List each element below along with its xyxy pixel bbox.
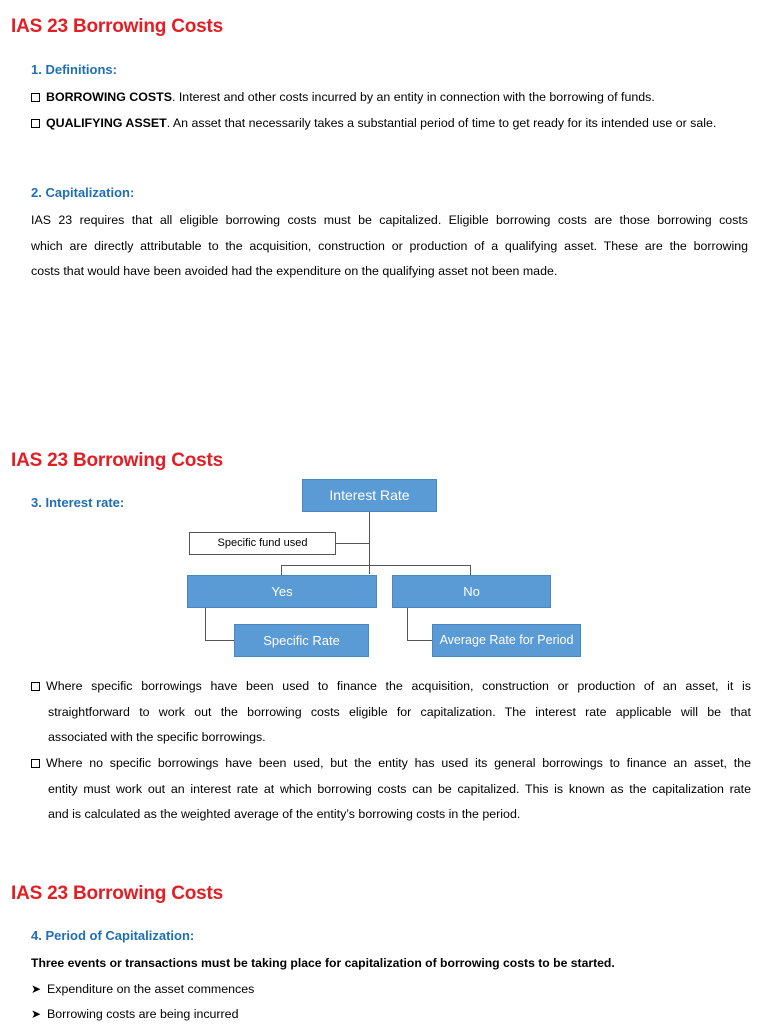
diagram-connector (281, 565, 471, 566)
period-intro: Three events or transactions must be taking place for capitalization of borrowing costs to be started. (31, 956, 615, 970)
definition-borrowing-costs: BORROWING COSTS. Interest and other costs incurred by an entity in connection with the borrowing of funds. (31, 85, 751, 111)
checkbox-bullet-icon (31, 93, 40, 102)
diagram-connector (281, 565, 282, 575)
section2-title: IAS 23 Borrowing Costs (11, 450, 224, 471)
capitalization-heading: 2. Capitalization: (31, 185, 135, 200)
interest-rate-bullet-2: Where no specific borrowings have been used, but the entity has used its general borrowings to finance an asset, the entity must work out an interest rate at which borrowing costs can be capitalized. This is known as the capitalization rate and is calculated as the weighted average of the entity’s borrowing costs in the period. (31, 751, 751, 828)
diagram-connector (205, 608, 206, 641)
section1-title: IAS 23 Borrowing Costs (11, 16, 224, 37)
period-of-capitalization-heading: 4. Period of Capitalization: (31, 928, 195, 943)
diagram-connector (336, 543, 369, 544)
diagram-connector (205, 640, 234, 641)
interest-rate-heading: 3. Interest rate: (31, 495, 125, 510)
checkbox-bullet-icon (31, 119, 40, 128)
arrow-item-expenditure: ➤ Expenditure on the asset commences (31, 977, 254, 1003)
diagram-connector (470, 565, 471, 575)
checkbox-bullet-icon (31, 682, 40, 691)
diagram-root-interest-rate: Interest Rate (302, 479, 437, 512)
diagram-specific-rate-box: Specific Rate (234, 624, 369, 657)
diagram-average-rate-box: Average Rate for Period (432, 624, 581, 657)
diagram-connector (407, 608, 408, 641)
diagram-yes-box: Yes (187, 575, 377, 608)
definition-qualifying-asset: QUALIFYING ASSET. An asset that necessarily takes a substantial period of time to get ready for its intended use or sale. (31, 111, 751, 137)
diagram-condition-specific-fund: Specific fund used (189, 532, 336, 555)
diagram-no-box: No (392, 575, 551, 608)
arrow-item-borrowing: ➤ Borrowing costs are being incurred (31, 1002, 238, 1028)
diagram-connector (407, 640, 432, 641)
interest-rate-bullet-1: Where specific borrowings have been used to finance the acquisition, construction or production of an asset, it is straightforward to work out the borrowing costs eligible for capitalization. The interest rate applicable will be that associated with the specific borrowings. (31, 674, 751, 751)
definitions-heading: 1. Definitions: (31, 62, 117, 77)
checkbox-bullet-icon (31, 759, 40, 768)
section3-title: IAS 23 Borrowing Costs (11, 883, 224, 904)
capitalization-paragraph: IAS 23 requires that all eligible borrowing costs must be capitalized. Eligible borrowing costs are those borrowing costs which are directly attributable to the acquisition, construction or production of a qualifying asset. These are the borrowing costs that would have been avoided had the expenditure on the qualifying asset not been made. (31, 213, 748, 279)
arrow-bullet-icon: ➤ (31, 1007, 42, 1021)
arrow-bullet-icon: ➤ (31, 982, 42, 996)
